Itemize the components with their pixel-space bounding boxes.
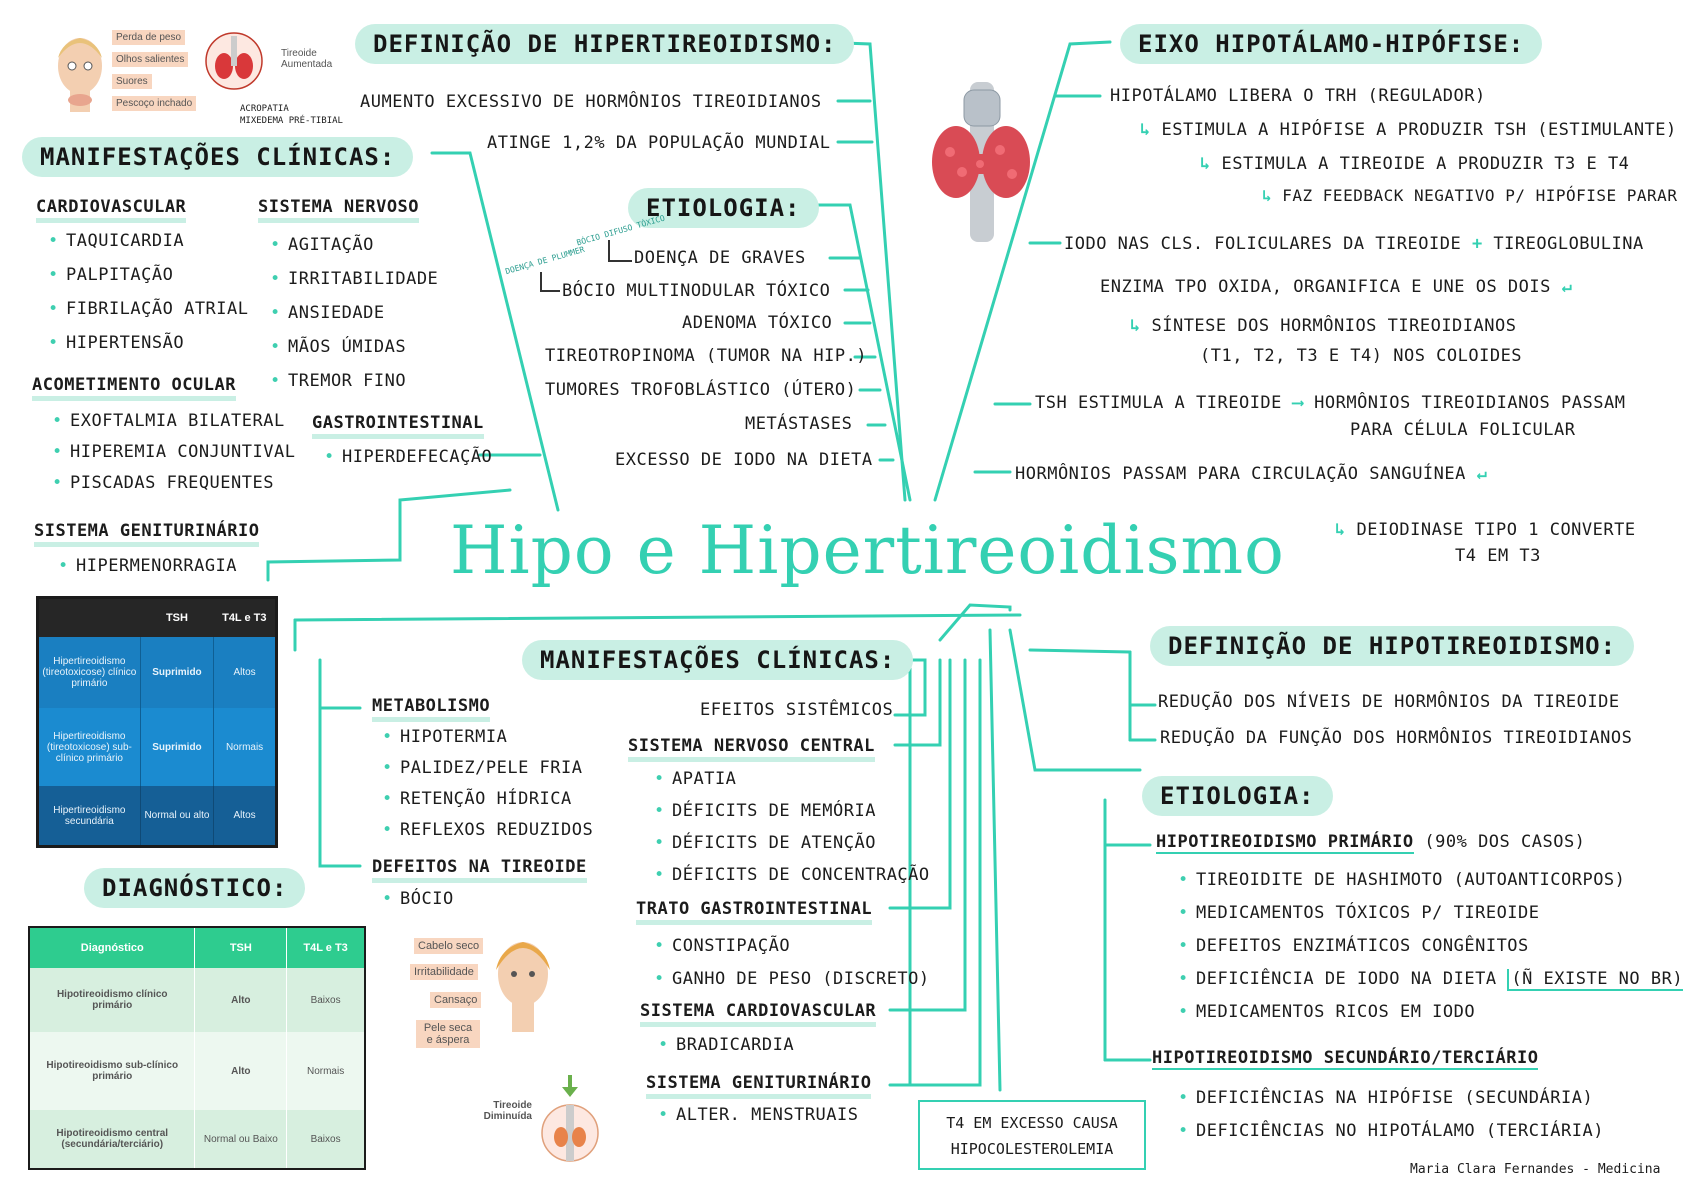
list-item-text: DEFICIÊNCIA DE IODO NA DIETA: [1196, 969, 1497, 989]
gastro-list: [322, 442, 492, 472]
eixo-step-row: [1100, 277, 1572, 297]
eixo-step: HORMÔNIOS PASSAM PARA CIRCULAÇÃO SANGUÍNEA: [1015, 464, 1466, 484]
eixo-step: DEIODINASE TIPO 1 CONVERTE: [1356, 520, 1636, 540]
genito-title: SISTEMA GENITURINÁRIO: [34, 520, 259, 547]
list-item: • HIPERDEFECAÇÃO: [322, 442, 492, 472]
def-hiper-item: AUMENTO EXCESSIVO DE HORMÔNIOS TIREOIDIANOS: [360, 92, 822, 112]
hypo-thyroid-label: Tireoide Diminuída: [483, 1100, 532, 1122]
hyper-table-frame: [36, 596, 278, 848]
list-item: • TREMOR FINO: [268, 364, 438, 398]
eixo-step: (T1, T2, T3 E T4) NOS COLOIDES: [1200, 346, 1523, 366]
table-cell: Alto: [195, 1032, 287, 1110]
diagnostico-title: DIAGNÓSTICO:: [84, 868, 305, 908]
def-hiper-item: ATINGE 1,2% DA POPULAÇÃO MUNDIAL: [487, 133, 831, 153]
table-header: Diagnóstico: [80, 942, 144, 954]
manif-hiper-title: MANIFESTAÇÕES CLÍNICAS:: [22, 137, 413, 177]
list-item: • ANSIEDADE: [268, 296, 438, 330]
eixo-step: ESTIMULA A TIREOIDE A PRODUZIR T3 E T4: [1221, 154, 1630, 174]
eixo-step: TSH ESTIMULA A TIREOIDE: [1035, 393, 1282, 413]
list-item: • APATIA: [652, 763, 930, 795]
tgi-title: TRATO GASTROINTESTINAL: [636, 898, 872, 925]
eixo-step-row: [1130, 316, 1516, 336]
table-cell: Alto: [195, 968, 287, 1032]
genito-hipo-title: SISTEMA GENITURINÁRIO: [646, 1072, 871, 1099]
list-item: • DEFEITOS ENZIMÁTICOS CONGÊNITOS: [1176, 930, 1683, 963]
etio-hiper-item: BÓCIO MULTINODULAR TÓXICO: [562, 281, 831, 301]
eixo-step-row: [1064, 234, 1644, 254]
table-header: T4L e T3: [287, 928, 364, 968]
list-item: • GANHO DE PESO (DISCRETO): [652, 963, 930, 996]
iodo-note: (Ñ EXISTE NO BR): [1507, 969, 1683, 991]
central-title: Hipo e Hipertireoidismo: [450, 512, 1285, 589]
nervoso-title: SISTEMA NERVOSO: [258, 196, 419, 223]
thyroid-illustration: [930, 82, 1030, 242]
cardio-hipo-title: SISTEMA CARDIOVASCULAR: [640, 1000, 876, 1027]
cardio-hipo-list: [656, 1030, 794, 1060]
eixo-step: PARA CÉLULA FOLICULAR: [1350, 420, 1576, 440]
eixo-step: ENZIMA TPO OXIDA, ORGANIFICA E UNE OS DOIS: [1100, 277, 1551, 297]
etio-hiper-title: ETIOLOGIA:: [628, 188, 819, 228]
cardio-list: [46, 224, 249, 360]
arrow-icon: ↳: [1335, 520, 1357, 540]
list-item: • REFLEXOS REDUZIDOS: [380, 815, 593, 846]
note-bocio-difuso: BÓCIO DIFUSO TÓXICO: [575, 213, 666, 248]
right-arrow-icon: ⟶: [1281, 393, 1315, 413]
note-mixedema: MIXEDEMA PRÉ-TIBIAL: [240, 116, 343, 126]
etio-hiper-item: ADENOMA TÓXICO: [682, 313, 833, 333]
list-item: • EXOFTALMIA BILATERAL: [50, 406, 295, 437]
eixo-step: TIREOGLOBULINA: [1493, 234, 1644, 254]
return-arrow-icon: ↵: [1550, 277, 1573, 297]
hyper-face-tag: Perda de peso: [112, 30, 185, 45]
eixo-step-row: [1262, 186, 1677, 205]
hypo-table: [30, 928, 364, 1168]
list-item: • CONSTIPAÇÃO: [652, 930, 930, 963]
table-header: [39, 599, 140, 637]
genito-list: [56, 551, 237, 581]
etio-secundario-title: HIPOTIREOIDISMO SECUNDÁRIO/TERCIÁRIO: [1152, 1048, 1539, 1068]
def-hipo-item: REDUÇÃO DA FUNÇÃO DOS HORMÔNIOS TIREOIDIANOS: [1160, 728, 1633, 748]
etio-secundario-list: [1176, 1082, 1604, 1148]
gastro-title: GASTROINTESTINAL: [312, 412, 484, 439]
table-cell: Normais: [287, 1032, 364, 1110]
table-cell: Normais: [214, 708, 275, 787]
hyper-face-tag: Pescoço inchado: [112, 96, 196, 111]
list-item: • PALPITAÇÃO: [46, 258, 249, 292]
list-item: • HIPEREMIA CONJUNTIVAL: [50, 437, 295, 468]
table-cell: Hipertireoidismo (tireotoxicose) clínico primário: [42, 656, 137, 690]
eixo-step-row: [1015, 464, 1487, 484]
eixo-step: HIPOTÁLAMO LIBERA O TRH (REGULADOR): [1110, 86, 1486, 106]
def-hipo-item: REDUÇÃO DOS NÍVEIS DE HORMÔNIOS DA TIREOIDE: [1158, 692, 1620, 712]
eixo-step: T4 EM T3: [1455, 546, 1541, 566]
metab-list: [380, 722, 593, 846]
etio-primario-row: [1156, 832, 1585, 852]
hypo-face-tag: Cabelo seco: [414, 938, 483, 954]
plus-icon: +: [1461, 234, 1494, 254]
hypo-face-illustration: [488, 930, 558, 1038]
etio-primario-list: [1176, 864, 1683, 1029]
note-t4-box: T4 EM EXCESSO CAUSA HIPOCOLESTEROLEMIA: [918, 1100, 1146, 1170]
table-cell: Altos: [214, 637, 275, 708]
list-item: • TIREOIDITE DE HASHIMOTO (AUTOANTICORPOS): [1176, 864, 1683, 897]
table-header: TSH: [195, 928, 287, 968]
defeitos-title: DEFEITOS NA TIREOIDE: [372, 856, 587, 883]
table-header: TSH: [165, 612, 188, 625]
snc-title: SISTEMA NERVOSO CENTRAL: [628, 735, 875, 762]
eixo-step: SÍNTESE DOS HORMÔNIOS TIREOIDIANOS: [1151, 316, 1517, 336]
list-item: • RETENÇÃO HÍDRICA: [380, 784, 593, 815]
eixo-step-row: [1140, 120, 1677, 140]
eixo-step: FAZ FEEDBACK NEGATIVO P/ HIPÓFISE PARAR: [1282, 186, 1678, 205]
def-hipo-title: DEFINIÇÃO DE HIPOTIREOIDISMO:: [1150, 626, 1634, 666]
enlarged-thyroid-illustration: [205, 28, 263, 94]
arrow-icon: ↳: [1262, 186, 1283, 205]
list-item: • BÓCIO: [380, 884, 454, 914]
metab-title: METABOLISMO: [372, 695, 490, 722]
hyper-face-illustration: [48, 28, 112, 120]
etio-pointer: [608, 240, 632, 262]
etio-hiper-item: DOENÇA DE GRAVES: [634, 248, 806, 268]
eixo-step-row: [1035, 393, 1625, 413]
list-item: • BRADICARDIA: [656, 1030, 794, 1060]
table-cell: Hipotireoidismo central (secundária/terciário): [56, 1128, 169, 1150]
eixo-step: IODO NAS CLS. FOLICULARES DA TIREOIDE: [1064, 234, 1462, 254]
arrow-icon: ↳: [1200, 154, 1222, 174]
ocular-list: [50, 406, 295, 499]
manif-hipo-title: MANIFESTAÇÕES CLÍNICAS:: [522, 640, 913, 680]
hyper-table: [39, 599, 275, 845]
list-item: • TAQUICARDIA: [46, 224, 249, 258]
table-cell: Suprimido: [140, 708, 213, 787]
list-item: • HIPERTENSÃO: [46, 326, 249, 360]
etio-hiper-item: METÁSTASES: [745, 414, 853, 434]
author-signature: Maria Clara Fernandes - Medicina: [1410, 1162, 1661, 1177]
list-item: • DÉFICITS DE MEMÓRIA: [652, 795, 930, 827]
etio-hiper-item: TIREOTROPINOMA (TUMOR NA HIP.): [545, 346, 868, 366]
hypo-face-tag: Pele seca e áspera: [416, 1020, 480, 1048]
list-item: • AGITAÇÃO: [268, 228, 438, 262]
table-header: T4L e T3: [222, 612, 267, 625]
hyper-face-tag: Suores: [112, 74, 152, 89]
table-cell: Normal ou alto: [140, 786, 213, 845]
table-cell: Baixos: [287, 968, 364, 1032]
table-cell: Hipotireoidismo clínico primário: [56, 989, 168, 1011]
hypo-face-tag: Cansaço: [430, 992, 481, 1008]
list-item: [1176, 963, 1683, 996]
eixo-title: EIXO HIPOTÁLAMO-HIPÓFISE:: [1120, 24, 1542, 64]
thyroid-label: Tireoide Aumentada: [281, 48, 333, 70]
arrow-icon: ↳: [1140, 120, 1162, 140]
note-plummer: DOENÇA DE PLUMMER: [504, 244, 586, 277]
hypo-face-tag: Irritabilidade: [410, 964, 478, 980]
list-item: • DEFICIÊNCIAS NA HIPÓFISE (SECUNDÁRIA): [1176, 1082, 1604, 1115]
eixo-step-row: [1200, 154, 1629, 174]
tgi-list: [652, 930, 930, 996]
return-arrow-icon: ↵: [1465, 464, 1488, 484]
list-item: • ALTER. MENSTRUAIS: [656, 1100, 859, 1130]
etio-primario-suffix: (90% DOS CASOS): [1424, 832, 1586, 852]
etio-primario-title: HIPOTIREOIDISMO PRIMÁRIO: [1156, 832, 1414, 852]
table-cell: Normal ou Baixo: [195, 1110, 287, 1168]
ocular-title: ACOMETIMENTO OCULAR: [32, 374, 236, 401]
arrow-icon: ↳: [1130, 316, 1152, 336]
eixo-step: ESTIMULA A HIPÓFISE A PRODUZIR TSH (ESTIMULANTE): [1161, 120, 1677, 140]
def-hiper-title: DEFINIÇÃO DE HIPERTIREOIDISMO:: [355, 24, 854, 64]
etio-hiper-item: TUMORES TROFOBLÁSTICO (ÚTERO): [545, 380, 857, 400]
list-item: • PALIDEZ/PELE FRIA: [380, 753, 593, 784]
list-item: • DÉFICITS DE CONCENTRAÇÃO: [652, 859, 930, 891]
table-cell: Suprimido: [140, 637, 213, 708]
defeitos-list: [380, 884, 454, 914]
etio-hiper-item: EXCESSO DE IODO NA DIETA: [615, 450, 873, 470]
list-item: • FIBRILAÇÃO ATRIAL: [46, 292, 249, 326]
list-item: • HIPOTERMIA: [380, 722, 593, 753]
hypo-table-frame: [28, 926, 366, 1170]
nervoso-list: [268, 228, 438, 398]
etio-pointer: [540, 272, 560, 292]
cardio-title: CARDIOVASCULAR: [36, 196, 186, 223]
diminished-thyroid-illustration: [540, 1075, 600, 1167]
eixo-step-row: [1335, 520, 1636, 540]
etio-hipo-title: ETIOLOGIA:: [1142, 776, 1333, 816]
table-cell: Hipertireoidismo secundária: [53, 804, 126, 827]
list-item: • DÉFICITS DE ATENÇÃO: [652, 827, 930, 859]
hyper-face-tag: Olhos salientes: [112, 52, 188, 67]
note-acropatia: ACROPATIA: [240, 104, 289, 114]
list-item: • IRRITABILIDADE: [268, 262, 438, 296]
table-cell: Hipotireoidismo sub-clínico primário: [46, 1060, 179, 1082]
list-item: • MEDICAMENTOS TÓXICOS P/ TIREOIDE: [1176, 897, 1683, 930]
eixo-step: HORMÔNIOS TIREOIDIANOS PASSAM: [1314, 393, 1626, 413]
list-item: • DEFICIÊNCIAS NO HIPOTÁLAMO (TERCIÁRIA): [1176, 1115, 1604, 1148]
list-item: • MEDICAMENTOS RICOS EM IODO: [1176, 996, 1683, 1029]
table-cell: Baixos: [287, 1110, 364, 1168]
snc-list: [652, 763, 930, 891]
list-item: • MÃOS ÚMIDAS: [268, 330, 438, 364]
table-cell: Hipertireoidismo (tireotoxicose) sub-clínico primário: [46, 730, 132, 764]
list-item: • HIPERMENORRAGIA: [56, 551, 237, 581]
genito-hipo-list: [656, 1100, 859, 1130]
list-item: • PISCADAS FREQUENTES: [50, 468, 295, 499]
efeitos-sistemicos: EFEITOS SISTÊMICOS: [700, 700, 894, 720]
table-cell: Altos: [214, 786, 275, 845]
